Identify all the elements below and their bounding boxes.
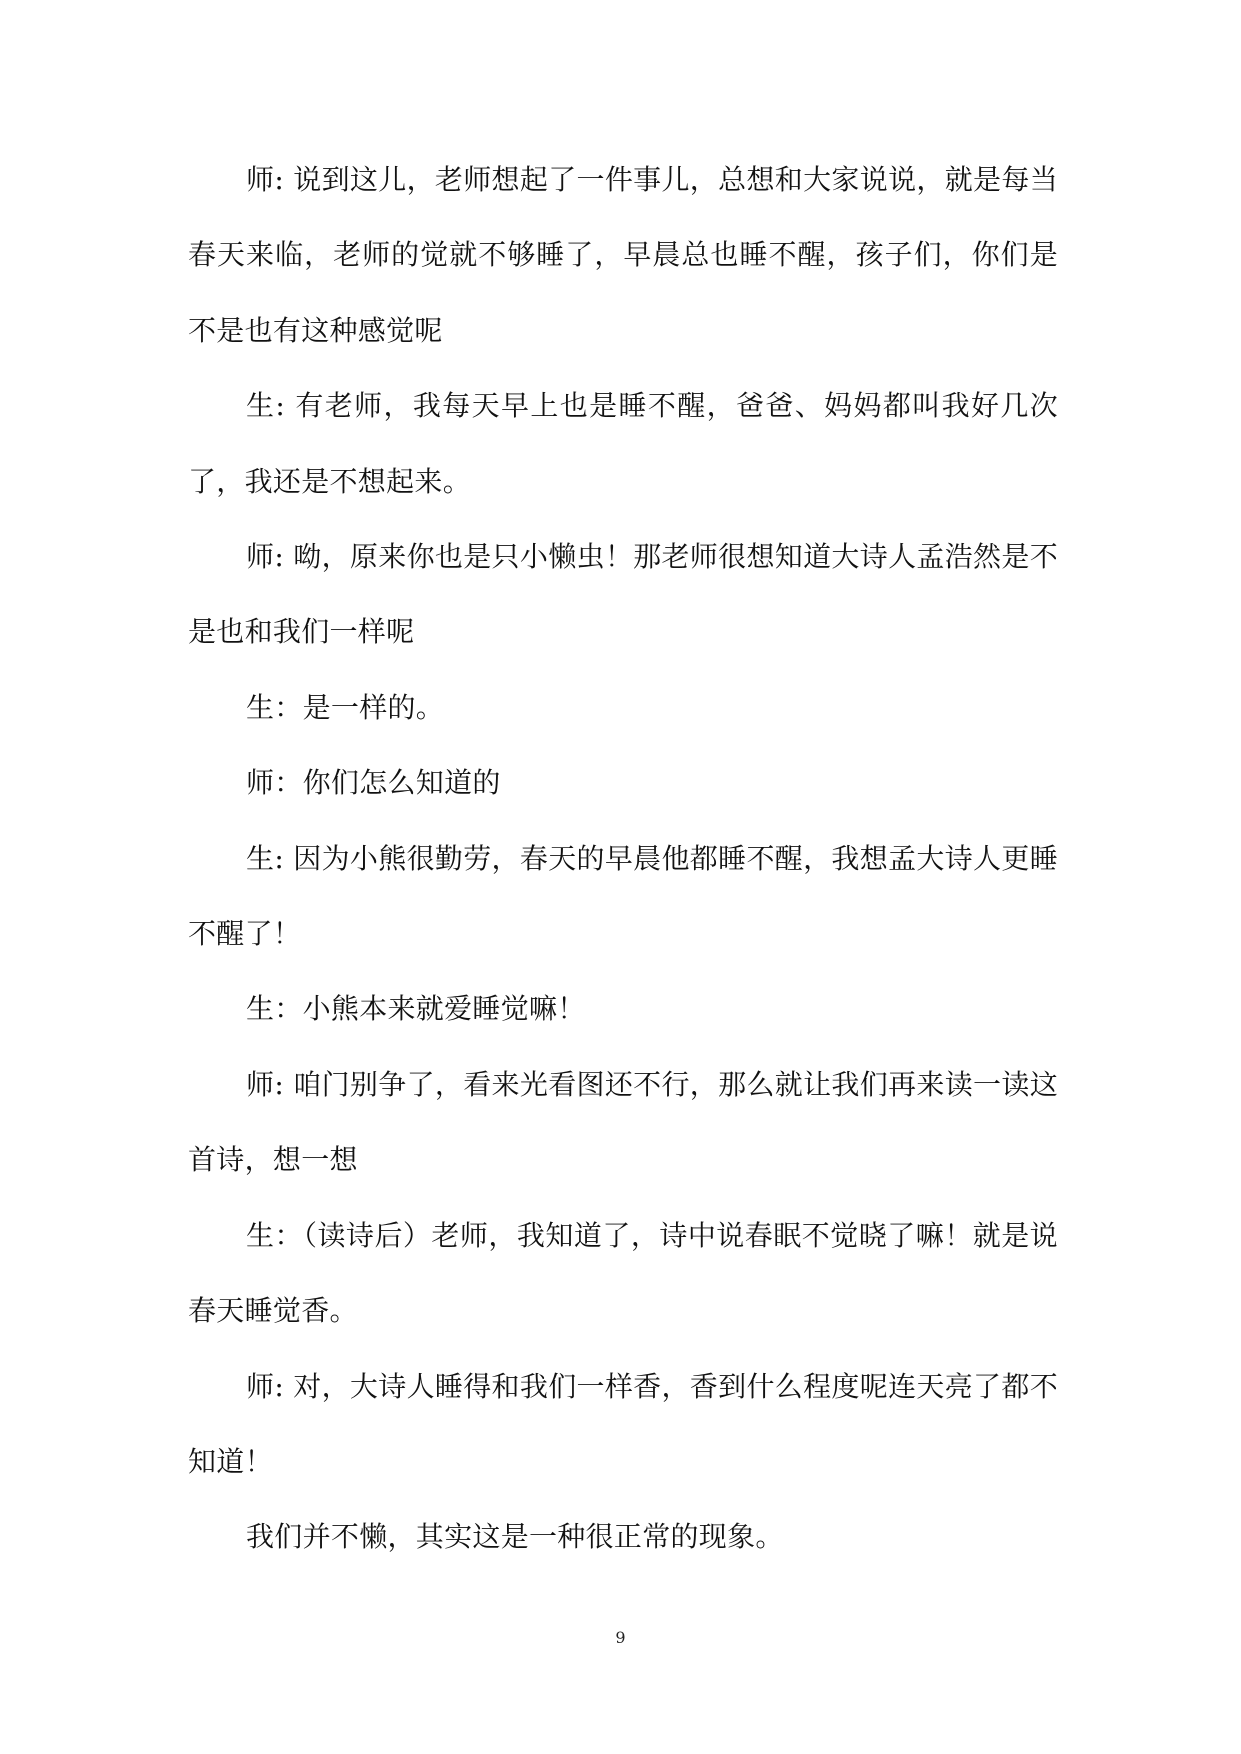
paragraph-6: 生: 因为小熊很勤劳，春天的早晨他都睡不醒，我想孟大诗人更睡不醒了！ — [188, 841, 1058, 951]
page-number: 9 — [615, 1628, 626, 1647]
paragraph-2: 生: 有老师，我每天早上也是睡不醒，爸爸、妈妈都叫我好几次了，我还是不想起来。 — [188, 389, 1058, 498]
paragraph-8: 师: 咱门别争了，看来光看图还不行，那么就让我们再来读一读这首诗，想一想 — [188, 1067, 1058, 1177]
paragraph-5: 师：你们怎么知道的 — [246, 766, 501, 800]
paragraph-7: 生：小熊本来就爱睡觉嘛！ — [246, 992, 586, 1026]
paragraph-3: 师: 呦，原来你也是只小懒虫！那老师很想知道大诗人孟浩然是不是也和我们一样呢 — [188, 540, 1058, 649]
document-body — [188, 142, 1058, 1575]
paragraph-4: 生：是一样的。 — [246, 690, 445, 724]
paragraph-9: 生：（读诗后）老师，我知道了，诗中说春眠不觉晓了嘛！就是说春天睡觉香。 — [188, 1218, 1058, 1328]
paragraph-10: 师: 对，大诗人睡得和我们一样香，香到什么程度呢连天亮了都不知道！ — [188, 1369, 1058, 1478]
paragraph-11: 我们并不懒，其实这是一种很正常的现象。 — [246, 1520, 784, 1554]
paragraph-1: 师: 说到这儿，老师想起了一件事儿，总想和大家说说，就是每当春天来临，老师的觉就不够睡了，早晨总也睡不醒，孩子们，你们是不是也有这种感觉呢 — [188, 163, 1058, 347]
